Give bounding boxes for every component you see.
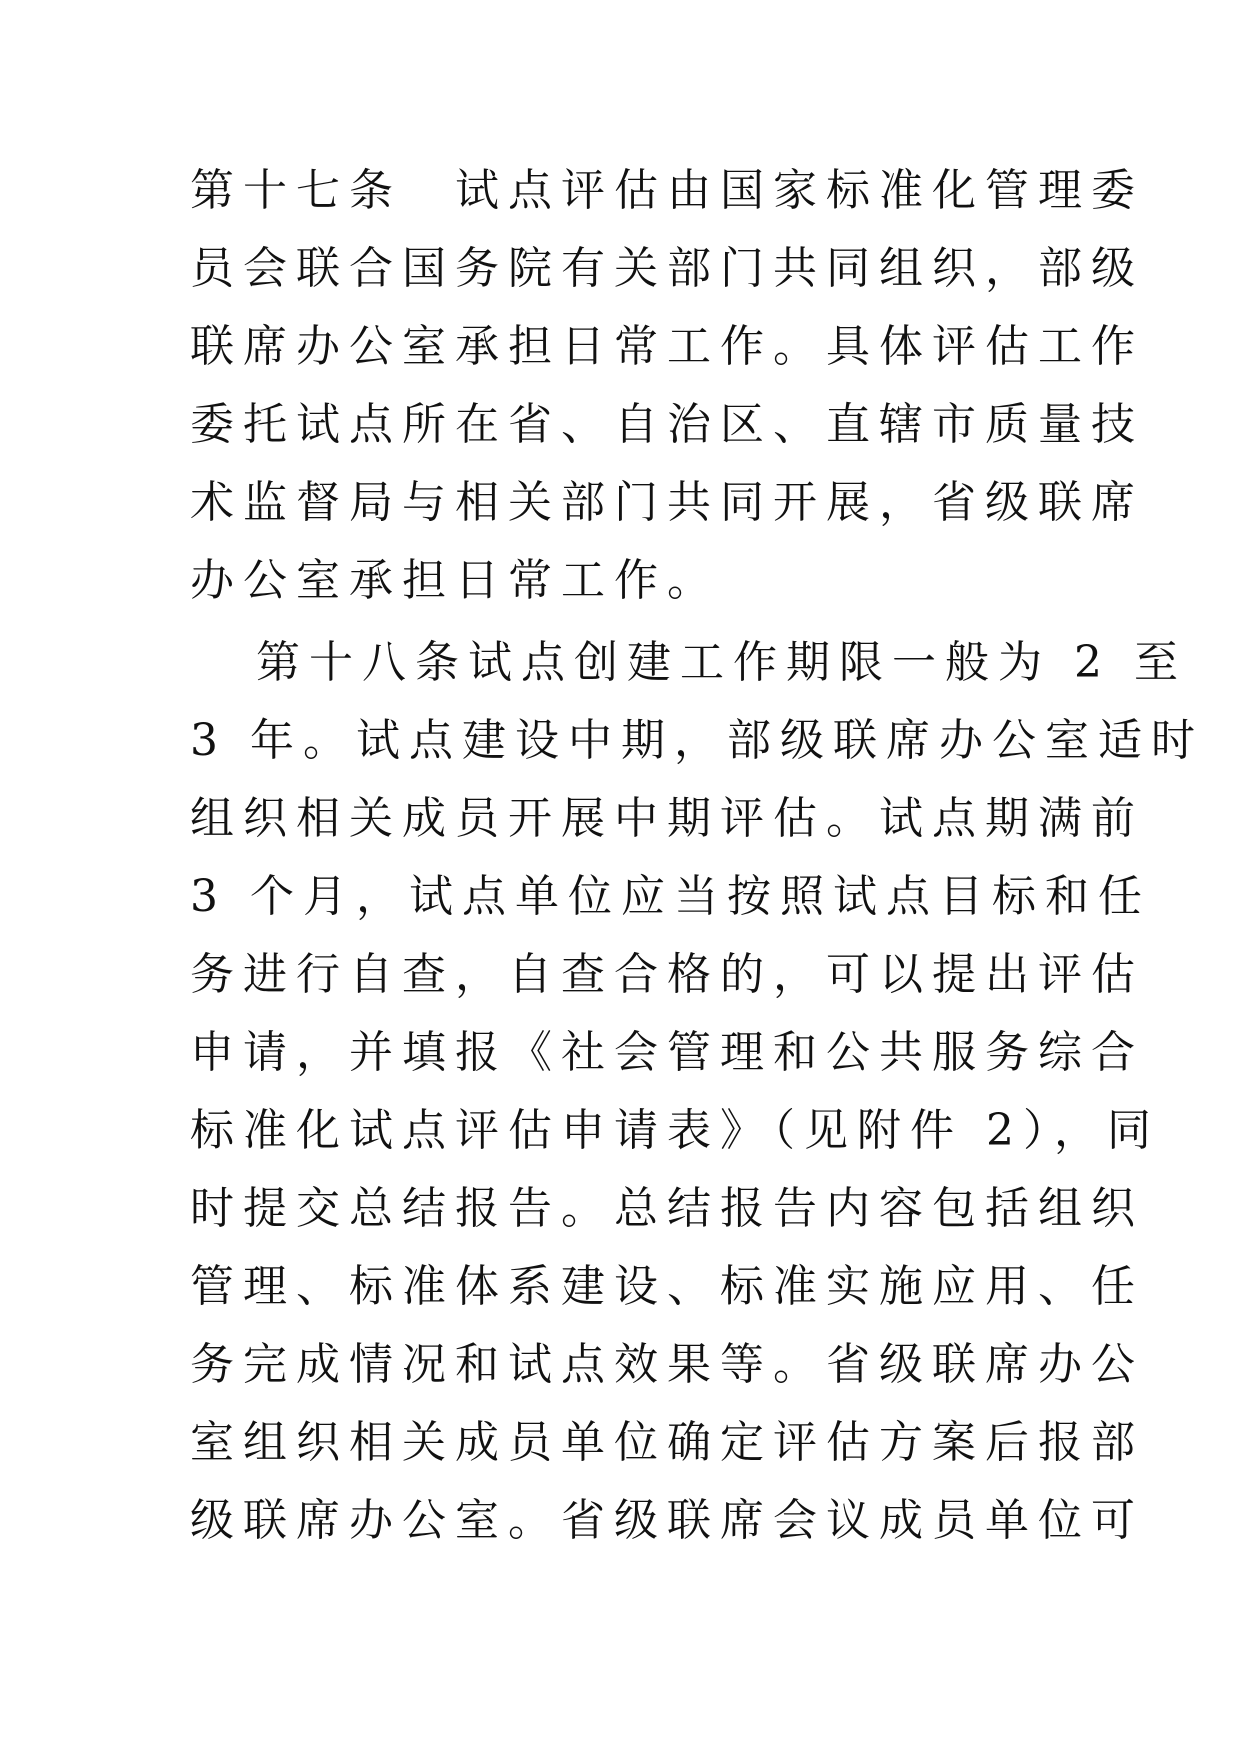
- article-17-line-2: 员会联合国务院有关部门共同组织，部级: [190, 243, 1144, 294]
- article-18-line-8: 时提交总结报告。总结报告内容包括组织: [190, 1183, 1144, 1234]
- article-18-line-7: 标准化试点评估申请表》（见附件 2），同: [190, 1105, 1160, 1156]
- article-18-line-9: 管理、标准体系建设、标准实施应用、任: [190, 1261, 1144, 1312]
- article-18-line-12: 级联席办公室。省级联席会议成员单位可: [190, 1495, 1144, 1546]
- document-body: [190, 152, 1204, 1560]
- article-17-line-1: 第十七条 试点评估由国家标准化管理委: [190, 165, 1144, 216]
- article-17-line-4: 委托试点所在省、自治区、直辖市质量技: [190, 399, 1144, 450]
- article-18-line-2: 3 年。试点建设中期，部级联席办公室适时: [190, 715, 1204, 766]
- article-18-line-3: 组织相关成员开展中期评估。试点期满前: [190, 793, 1144, 844]
- article-17-line-6: 办公室承担日常工作。: [190, 555, 720, 606]
- article-18-line-11: 室组织相关成员单位确定评估方案后报部: [190, 1417, 1144, 1468]
- article-18-line-4: 3 个月，试点单位应当按照试点目标和任: [190, 871, 1151, 922]
- article-18-line-6: 申请，并填报《社会管理和公共服务综合: [190, 1027, 1144, 1078]
- article-18-line-1: 第十八条试点创建工作期限一般为 2 至: [256, 637, 1187, 688]
- article-18-line-10: 务完成情况和试点效果等。省级联席办公: [190, 1339, 1144, 1390]
- article-17-line-5: 术监督局与相关部门共同开展，省级联席: [190, 477, 1144, 528]
- article-18-line-5: 务进行自查，自查合格的，可以提出评估: [190, 949, 1144, 1000]
- article-17-line-3: 联席办公室承担日常工作。具体评估工作: [190, 321, 1144, 372]
